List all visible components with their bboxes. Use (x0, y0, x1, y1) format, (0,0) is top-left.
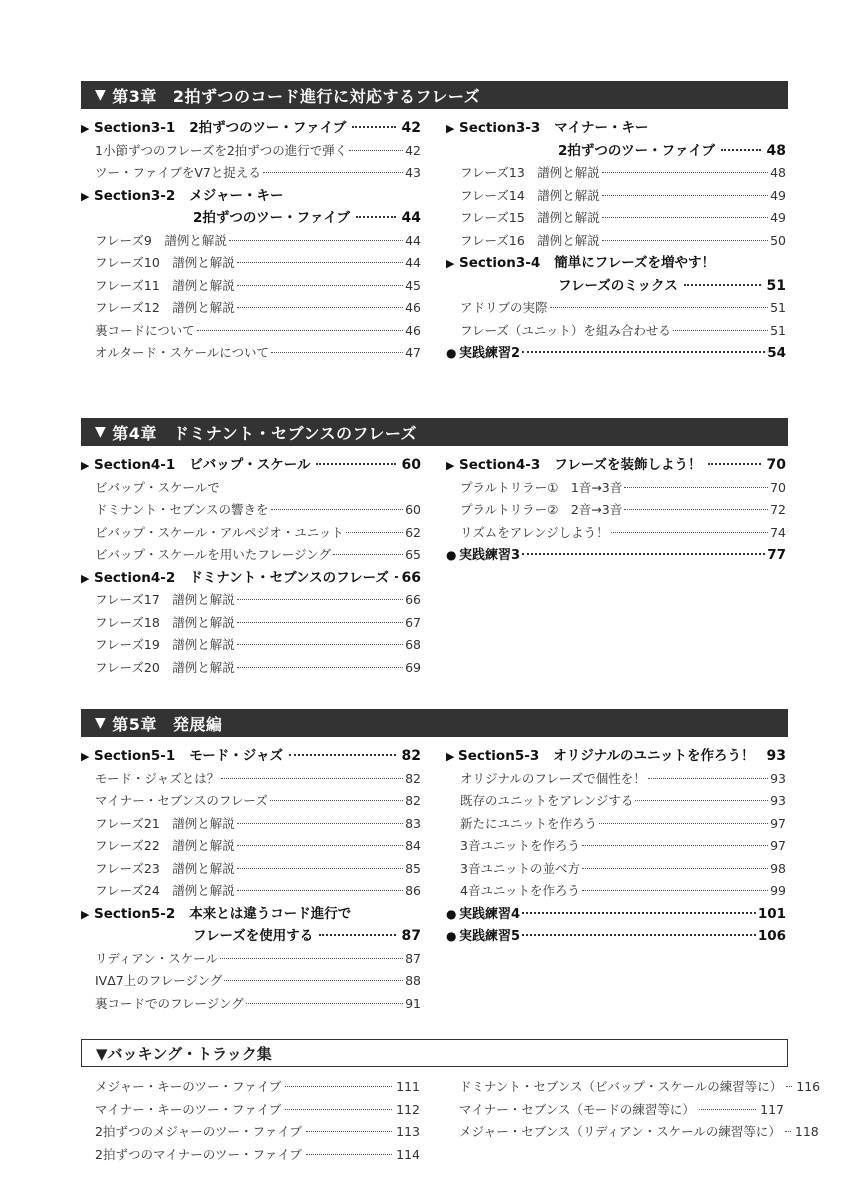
section-heading[interactable] (81, 454, 421, 477)
page-number: 87 (405, 950, 421, 966)
page-number: 51 (770, 300, 786, 315)
page-number: 84 (405, 838, 421, 853)
page-number: 48 (766, 142, 786, 159)
toc-item[interactable] (81, 320, 421, 343)
page-number: 106 (757, 928, 786, 944)
triangle-icon: ▶ (81, 907, 90, 921)
toc-item[interactable] (81, 880, 421, 903)
section-heading[interactable] (81, 567, 421, 590)
section-title-line2: フレーズを使用する (193, 928, 314, 944)
item-title: フレーズ（ユニット）を組み合わせる (460, 322, 671, 338)
practice-item[interactable] (446, 903, 786, 926)
page-number: 46 (405, 300, 421, 315)
dot-leader (599, 823, 768, 824)
page-number: 85 (405, 860, 421, 876)
dot-leader (550, 307, 769, 308)
section-title: オリジナルのユニットを作ろう！ (553, 748, 755, 764)
chapter-number: 第3章 (112, 86, 157, 106)
item-title: フレーズ13 譜例と解説 (460, 165, 600, 180)
item-title: フレーズ10 譜例と解説 (95, 255, 235, 270)
track-title: メジャー・セブンス（リディアン・スケールの練習等に） (459, 1124, 781, 1139)
toc-item[interactable] (81, 275, 421, 298)
triangle-icon: ▶ (446, 750, 455, 763)
practice-title: 実践練習2 (459, 346, 521, 361)
toc-item[interactable] (81, 970, 421, 993)
backing-track-item[interactable] (459, 1076, 821, 1099)
toc-column-left (81, 454, 421, 679)
section-heading-continued[interactable] (81, 925, 421, 948)
page-number: 112 (396, 1101, 420, 1117)
section-label: Section5-3 (457, 748, 540, 764)
page-number: 116 (796, 1079, 821, 1094)
page-number: 66 (405, 592, 421, 607)
section-label: Section4-2 (94, 569, 176, 586)
section-title: モード・ジャズ (189, 748, 283, 764)
page-number: 49 (770, 187, 786, 203)
page-number: 44 (405, 232, 421, 248)
dot-leader (237, 599, 403, 600)
bullet-icon: ● (446, 906, 457, 921)
chapter-title: 2拍ずつのコード進行に対応するフレーズ (172, 86, 481, 106)
section-heading[interactable] (81, 117, 421, 140)
item-title: フレーズ23 譜例と解説 (95, 860, 235, 876)
page-number: 69 (405, 659, 421, 675)
dot-leader (602, 217, 768, 218)
item-title: アドリブの実際 (460, 300, 548, 315)
dot-leader (624, 487, 768, 488)
toc-item[interactable] (81, 230, 421, 253)
item-title: フレーズ15 譜例と解説 (460, 210, 600, 225)
backing-track-item[interactable] (459, 1121, 819, 1144)
item-title: フレーズ19 譜例と解説 (95, 637, 235, 652)
toc-item-line (81, 477, 421, 500)
dot-leader (673, 330, 768, 331)
item-title: フレーズ9 譜例と解説 (95, 232, 227, 248)
item-title: ドミナント・セブンスの響きを (95, 502, 269, 517)
chapter-title: ドミナント・セブンスのフレーズ (172, 423, 418, 443)
triangle-icon: ▶ (81, 189, 90, 203)
toc-item[interactable] (81, 297, 421, 320)
page-number: 93 (770, 770, 786, 786)
toc-item[interactable] (81, 252, 421, 275)
item-title: モード・ジャズとは？ (95, 770, 220, 786)
item-title: 新たにユニットを作ろう (460, 815, 598, 831)
dot-leader (349, 150, 403, 151)
dot-leader (352, 126, 395, 128)
practice-title: 実践練習4 (459, 906, 521, 922)
track-title: マイナー・セブンス（モードの練習等に） (459, 1101, 695, 1117)
item-title: ツー・ファイブをV7と捉える (95, 165, 261, 180)
dot-leader (237, 890, 403, 891)
page-number: 91 (405, 995, 421, 1011)
backing-track-item[interactable] (459, 1099, 784, 1122)
page-number: 83 (405, 815, 421, 831)
page-number: 113 (396, 1124, 420, 1139)
page-number: 111 (396, 1079, 420, 1094)
page-number: 47 (405, 345, 421, 360)
dot-leader (522, 553, 765, 555)
page-number: 45 (405, 277, 421, 293)
dot-leader (624, 509, 768, 510)
item-title: 4音ユニットを作ろう (460, 883, 580, 898)
page-number: 72 (770, 502, 786, 517)
track-title: マイナー・キーのツー・ファイブ (95, 1101, 282, 1117)
practice-item[interactable] (446, 925, 786, 948)
toc-item[interactable] (446, 880, 786, 903)
dot-leader (786, 1086, 792, 1087)
item-title: ビバップ・スケールを用いたフレージング (95, 547, 331, 562)
toc-item[interactable] (81, 612, 421, 635)
page-number: 82 (405, 770, 421, 786)
dot-leader (246, 1003, 403, 1004)
toc-item[interactable] (446, 162, 786, 185)
page-number: 97 (770, 815, 786, 831)
section-label: Section3-1 (94, 120, 176, 136)
toc-item[interactable] (81, 499, 421, 522)
item-title: リズムをアレンジしよう！ (460, 524, 609, 540)
dot-leader (785, 1131, 791, 1132)
track-title: メジャー・キーのツー・ファイブ (95, 1079, 282, 1094)
section-title: マイナー・キー (554, 120, 649, 136)
dot-leader (522, 934, 756, 936)
toc-item[interactable] (81, 835, 421, 858)
page-number: 98 (770, 860, 786, 876)
page-number: 74 (770, 524, 786, 540)
item-title: フレーズ18 譜例と解説 (95, 614, 235, 630)
dot-leader (635, 800, 768, 801)
page-number: 93 (770, 793, 786, 808)
page-number: 51 (766, 277, 786, 294)
dot-leader (522, 351, 765, 353)
section-title: フレーズを装飾しよう！ (554, 457, 702, 473)
toc-column-right (446, 745, 786, 948)
item-title: フレーズ24 譜例と解説 (95, 883, 235, 898)
dot-leader (237, 262, 403, 263)
toc-item[interactable] (446, 477, 786, 500)
triangle-icon: ▶ (446, 257, 455, 270)
dot-leader (271, 352, 403, 353)
dot-leader (237, 307, 403, 308)
page-number: 44 (401, 210, 421, 226)
toc-column-right (446, 117, 786, 365)
triangle-icon: ▶ (81, 571, 90, 585)
dot-leader (306, 1131, 392, 1132)
item-title: オルタード・スケールについて (95, 345, 270, 360)
triangle-icon: ▶ (81, 459, 90, 472)
item-title: 裏コードでのフレージング (95, 995, 244, 1011)
item-title: フレーズ14 譜例と解説 (460, 187, 600, 203)
backing-track-item[interactable] (95, 1121, 420, 1144)
toc-item[interactable] (81, 858, 421, 881)
dot-leader (221, 778, 403, 779)
section-heading[interactable] (446, 252, 786, 275)
bullet-icon: ● (446, 346, 457, 360)
item-title: ビバップ・スケールで (95, 479, 220, 495)
page-number: 50 (770, 232, 786, 248)
dot-leader (611, 532, 768, 533)
toc-item[interactable] (446, 297, 786, 320)
page-number: 88 (405, 973, 421, 988)
page-number: 62 (405, 524, 421, 540)
toc-item[interactable] (446, 185, 786, 208)
page-number: 87 (401, 928, 421, 944)
dot-leader (237, 644, 403, 645)
section-title-line2: 2拍ずつのツー・ファイブ (193, 210, 350, 226)
section-heading[interactable] (446, 454, 786, 477)
page-number: 86 (405, 883, 421, 898)
section-heading-continued[interactable] (446, 140, 786, 163)
page-number: 99 (770, 883, 786, 898)
dot-leader (285, 1086, 392, 1087)
triangle-icon: ▶ (81, 122, 90, 135)
chapter-header (81, 418, 788, 446)
bullet-icon: ● (446, 548, 457, 562)
section-title: メジャー・キー (189, 187, 284, 204)
section-label: Section3-2 (94, 187, 176, 204)
dot-leader (220, 958, 403, 959)
page-number: 44 (405, 255, 421, 270)
backing-track-item[interactable] (95, 1076, 420, 1099)
toc-item[interactable] (81, 634, 421, 657)
section-title-line2: フレーズのミックス (558, 277, 678, 294)
chapter-header (81, 81, 788, 109)
track-title: ドミナント・セブンス（ビバップ・スケールの練習等に） (459, 1079, 783, 1094)
dot-leader (224, 980, 403, 981)
toc-item[interactable] (446, 835, 786, 858)
page-number: 49 (770, 210, 786, 225)
page-number: 66 (401, 569, 421, 586)
item-title: 既存のユニットをアレンジする (460, 793, 634, 808)
item-title: フレーズ21 譜例と解説 (95, 815, 235, 831)
chapter-number: 第4章 (112, 423, 157, 443)
dot-leader (708, 463, 761, 465)
page-number: 117 (760, 1101, 784, 1117)
toc-item[interactable] (446, 522, 786, 545)
item-title: フレーズ11 譜例と解説 (95, 277, 235, 293)
page-number: 77 (767, 547, 786, 563)
track-title: 2拍ずつのメジャーのツー・ファイブ (95, 1124, 302, 1139)
item-title: フレーズ20 譜例と解説 (95, 659, 235, 675)
page-number: 97 (770, 838, 786, 853)
dot-leader (602, 172, 768, 173)
practice-title: 実践練習3 (459, 548, 521, 563)
down-triangle-icon: ▼ (95, 715, 107, 731)
toc-item[interactable] (446, 768, 786, 791)
dot-leader (237, 622, 403, 623)
dot-leader (237, 285, 403, 286)
bullet-icon: ● (446, 929, 457, 943)
toc-column-left (81, 745, 421, 1015)
dot-leader (333, 554, 403, 555)
page-number: 70 (766, 457, 786, 473)
section-title-line2: 2拍ずつのツー・ファイブ (558, 142, 715, 159)
toc-item[interactable] (81, 544, 421, 567)
dot-leader (319, 934, 395, 936)
section-heading-continued[interactable] (446, 275, 786, 298)
item-title: オリジナルのフレーズで個性を！ (460, 770, 646, 786)
section-title: 2拍ずつのツー・ファイブ (189, 120, 347, 136)
dot-leader (721, 149, 761, 151)
dot-leader (582, 868, 768, 869)
page-number: 60 (405, 502, 421, 517)
section-label: Section5-2 (94, 905, 176, 922)
section-heading[interactable] (81, 745, 421, 768)
item-title: フレーズ12 譜例と解説 (95, 300, 235, 315)
toc-item[interactable] (81, 342, 421, 365)
page-number: 118 (794, 1124, 819, 1139)
dot-leader (271, 509, 404, 510)
chapter-number: 第5章 (112, 714, 157, 734)
backing-column-left (95, 1076, 420, 1166)
dot-leader (582, 890, 768, 891)
dot-leader (270, 800, 403, 801)
section-title: ドミナント・セブンスのフレーズ (189, 569, 389, 586)
page-number: 68 (405, 637, 421, 652)
item-title: 3音ユニットの並べ方 (460, 860, 580, 876)
section-title: 本来とは違うコード進行で (189, 905, 352, 922)
page-number: 54 (767, 345, 786, 361)
item-title: フレーズ22 譜例と解説 (95, 838, 235, 853)
toc-item[interactable] (81, 162, 421, 185)
page-number: 42 (405, 142, 421, 158)
triangle-icon: ▶ (81, 750, 90, 763)
backing-track-item[interactable] (95, 1144, 420, 1167)
page-number: 60 (401, 457, 421, 473)
toc-item[interactable] (81, 522, 421, 545)
dot-leader (237, 868, 403, 869)
section-label: Section3-4 (459, 255, 541, 271)
dot-leader (602, 195, 768, 196)
toc-item[interactable] (446, 207, 786, 230)
section-label: Section4-1 (94, 457, 176, 473)
section-title: ビバップ・スケール (189, 457, 311, 473)
section-heading-continued[interactable] (81, 207, 421, 230)
section-label: Section4-3 (459, 457, 541, 473)
toc-item[interactable] (446, 230, 786, 253)
section-heading[interactable] (81, 903, 421, 926)
page-number: 82 (405, 793, 421, 808)
practice-item[interactable] (446, 544, 786, 567)
toc-item[interactable] (81, 140, 421, 163)
toc-item[interactable] (446, 499, 786, 522)
toc-column-right (446, 454, 786, 567)
item-title: フレーズ16 譜例と解説 (460, 232, 600, 248)
toc-item[interactable] (81, 948, 421, 971)
item-title: ビバップ・スケール・アルペジオ・ユニット (95, 524, 344, 540)
triangle-icon: ▶ (446, 122, 455, 135)
item-title: マイナー・セブンスのフレーズ (95, 793, 268, 808)
item-title: リディアン・スケール (95, 950, 219, 966)
dot-leader (648, 778, 768, 779)
practice-item[interactable] (446, 342, 786, 365)
toc-item[interactable] (81, 589, 421, 612)
backing-track-item[interactable] (95, 1099, 420, 1122)
item-title: 3音ユニットを作ろう (460, 838, 580, 853)
section-heading[interactable] (446, 117, 786, 140)
triangle-icon: ▶ (446, 459, 455, 472)
section-label: Section3-3 (459, 120, 541, 136)
toc-item[interactable] (446, 813, 786, 836)
dot-leader (522, 912, 756, 914)
page-number: 51 (770, 322, 786, 338)
toc-item[interactable] (81, 813, 421, 836)
item-title: 1小節ずつのフレーズを2拍ずつの進行で弾く (95, 142, 348, 158)
dot-leader (582, 845, 768, 846)
section-title: 簡単にフレーズを増やす！ (554, 255, 716, 271)
section-heading[interactable] (81, 185, 421, 208)
page-number: 48 (770, 165, 786, 180)
dot-leader (356, 216, 396, 218)
down-triangle-icon: ▼ (95, 87, 107, 103)
page-number: 93 (766, 748, 786, 764)
chapter-header (81, 709, 788, 737)
page-number: 43 (405, 165, 421, 180)
dot-leader (395, 576, 396, 578)
item-title: IVΔ7上のフレージング (95, 973, 223, 988)
down-triangle-icon: ▼ (95, 424, 107, 440)
dot-leader (684, 284, 761, 286)
toc-item[interactable] (81, 768, 421, 791)
item-title: プラルトリラー① 1音→3音 (460, 479, 623, 495)
dot-leader (229, 240, 403, 241)
toc-item[interactable] (81, 993, 421, 1016)
dot-leader (602, 240, 768, 241)
backing-column-right (459, 1076, 821, 1144)
toc-item[interactable] (446, 858, 786, 881)
dot-leader (316, 463, 395, 465)
toc-item[interactable] (81, 790, 421, 813)
dot-leader (306, 1154, 392, 1155)
page-number: 82 (401, 748, 421, 764)
section-label: Section5-1 (94, 748, 176, 764)
dot-leader (289, 754, 396, 756)
page-number: 46 (405, 322, 421, 338)
chapter-title: 発展編 (172, 714, 223, 734)
toc-column-left (81, 117, 421, 365)
toc-item[interactable] (446, 790, 786, 813)
page-number: 65 (405, 547, 421, 562)
page-number: 67 (405, 614, 421, 630)
practice-title: 実践練習5 (459, 929, 521, 944)
item-title: 裏コードについて (95, 322, 195, 338)
dot-leader (285, 1109, 392, 1110)
page-number: 114 (396, 1146, 420, 1162)
dot-leader (237, 667, 403, 668)
dot-leader (699, 1109, 756, 1110)
dot-leader (237, 845, 403, 846)
toc-item[interactable] (81, 657, 421, 680)
section-heading[interactable] (446, 745, 786, 768)
track-title: 2拍ずつのマイナーのツー・ファイブ (95, 1146, 302, 1162)
dot-leader (346, 532, 403, 533)
dot-leader (237, 823, 403, 824)
backing-tracks-header: ▼バッキング・トラック集 (81, 1039, 788, 1067)
item-title: プラルトリラー② 2音→3音 (460, 502, 623, 517)
item-title: フレーズ17 譜例と解説 (95, 592, 235, 607)
dot-leader (197, 330, 403, 331)
page-number: 101 (757, 905, 786, 922)
page-number: 70 (770, 479, 786, 495)
toc-item[interactable] (446, 320, 786, 343)
dot-leader (263, 172, 403, 173)
page-number: 42 (401, 120, 421, 136)
